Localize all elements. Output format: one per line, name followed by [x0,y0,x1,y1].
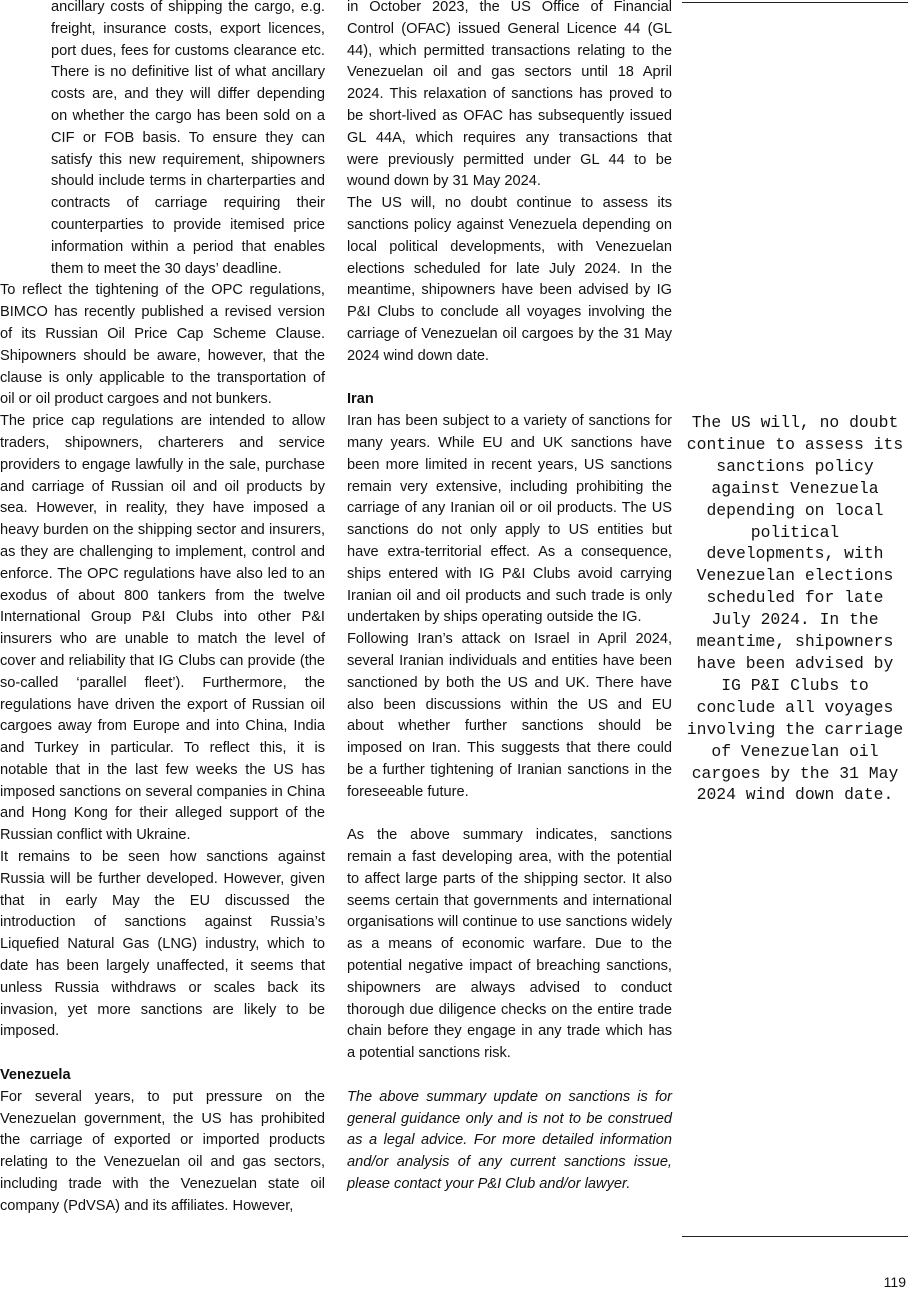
pull-quote-bottom-rule [682,1236,908,1237]
pull-quote: The US will, no doubt continue to assess its sanctions policy against Venezuela depending on local political developments, with Venezuelan elections scheduled for late July 2024. In the meantime, shipowners have been advised by IG P&I Clubs to conclude all voyages involving the carriage of Venezuelan oil cargoes by the 31 May 2024 wind down date. [686,413,904,805]
body-paragraph: It remains to be seen how sanctions against Russia will be further developed. However, given that in early May the EU discussed the introduction of sanctions against Russia’s Liquefied Natural Gas (LNG) industry, which to date has been largely unaffected, it seems that unless Russia withdraws or scales back its invasion, yet more sanctions are likely to be imposed. [0,849,325,1040]
body-paragraph: For several years, to put pressure on the Venezuelan government, the US has prohibited the carriage of exported or imported products relating to the Venezuelan oil and gas sectors, including trade with the Venezuelan state oil company (PdVSA) and its affiliates. However, [0,1088,325,1214]
body-paragraph: The US will, no doubt continue to assess its sanctions policy against Venezuela depending on local political developments, with Venezuelan elections scheduled for late July 2024. In the meantime, shipowners have been advised by IG P&I Clubs to conclude all voyages involving the carriage of Venezuelan oil cargoes by the 31 May 2024 wind down date. [347,195,672,364]
body-paragraph: As the above summary indicates, sanctions remain a fast developing area, with the potential to affect large parts of the shipping sector. It also seems certain that governments and international organisations will continue to use sanctions widely as a means of economic warfare. Due to the potential negative impact of breaching sanctions, shipowners are always advised to conduct thorough due diligence checks on the entire trade chain before they engage in any trade which has a potential sanctions risk. [347,827,672,1062]
body-paragraph: The price cap regulations are intended to allow traders, shipowners, charterers and service providers to engage lawfully in the sale, purchase and carriage of Russian oil and oil products by sea. However, in reality, they have imposed a heavy burden on the shipping sector and insurers, as they are challenging to implement, control and enforce. The OPC regulations have also led to an exodus of about 800 tankers from the twelve International Group P&I Clubs into other P&I insurers who are unable to match the level of cover and reliability that IG Clubs can provide (the so-called ‘parallel fleet’). Furthermore, the regulations have driven the export of Russian oil cargoes away from Europe and into China, India and Turkey in particular. To reflect this, it is notable that in the last few weeks the US has imposed sanctions on several companies in China and Hong Kong for their alleged support of the Russian conflict with Ukraine. [0,413,325,844]
body-paragraph: Iran has been subject to a variety of sanctions for many years. While EU and UK sanctions have been more limited in recent years, US sanctions remain very extensive, including prohibiting the carriage of any Iranian oil or oil products. The US sanctions do not only apply to US entities but have extra-territorial effect. As a consequence, ships entered with IG P&I Clubs avoid carrying Iranian oil and oil products and such trade is only undertaken by ships operating outside the IG. [347,413,672,626]
middle-column [347,0,672,1196]
body-paragraph: ancillary costs of shipping the cargo, e.g. freight, insurance costs, export licences, port dues, fees for customs clearance etc. There is no definitive list of what ancillary costs are, and they will differ depending on whether the cargo has been sold on a CIF or FOB basis. To ensure they can satisfy this new requirement, shipowners should include terms in charterparties and contracts of carriage requiring their counterparties to provide itemised price information within a period that enables them to meet the 30 days’ deadline. [51,0,325,277]
page-number: 119 [883,1274,906,1290]
body-paragraph: To reflect the tightening of the OPC regulations, BIMCO has recently published a revised version of its Russian Oil Price Cap Scheme Clause. Shipowners should be aware, however, that the clause is only applicable to the transportation of oil or oil product cargoes and not bunkers. [0,282,325,408]
disclaimer: The above summary update on sanctions is for general guidance only and is not to be construed as a legal advice. For more detailed information and/or analysis of any current sanctions issue, please contact your P&I Club and/or lawyer. [347,1088,672,1193]
section-heading-iran: Iran [347,391,374,408]
pull-quote-top-rule [682,2,908,3]
body-paragraph: in October 2023, the US Office of Financial Control (OFAC) issued General Licence 44 (GL 44), which permitted transactions relating to the Venezuelan oil and gas sectors until 18 April 2024. This relaxation of sanctions has proved to be short-lived as OFAC has subsequently issued GL 44A, which requires any transactions that were previously permitted under GL 44 to be wound down by 31 May 2024. [347,0,672,190]
body-paragraph: Following Iran’s attack on Israel in April 2024, several Iranian individuals and entities have been sanctioned by both the US and UK. There have also been discussions within the US and EU about whether further sanctions should be imposed on Iran. This suggests that there could be a further tightening of Iranian sanctions in the foreseeable future. [347,631,672,800]
left-column [0,0,325,1218]
section-heading-venezuela: Venezuela [0,1067,71,1084]
